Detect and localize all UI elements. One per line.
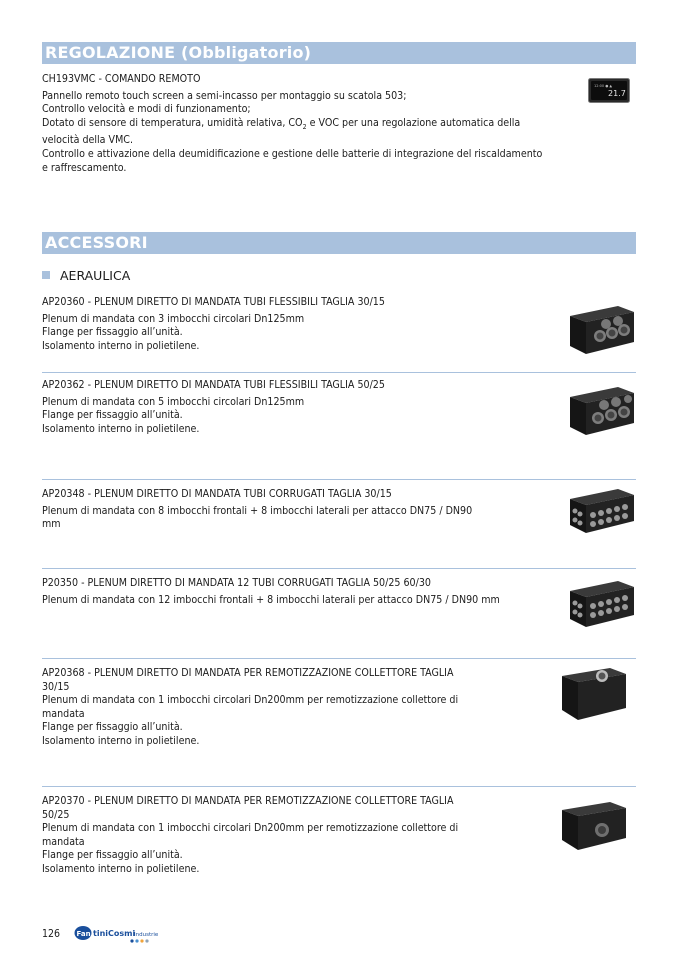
product-ap20360: AP20360 - PLENUM DIRETTO DI MANDATA TUBI FLESSIBILI TAGLIA 30/15 Plenum di mandata con 3 imbocchi circolari Dn125mm Flange per fissaggio all’unità. Isolamento interno in polietilene.	[42, 296, 562, 353]
separator	[42, 786, 636, 787]
plenum-p20350-image	[566, 577, 638, 631]
aeraulica-subsection	[42, 268, 130, 284]
page-number: 126	[42, 928, 61, 940]
separator	[42, 658, 636, 659]
accessori-header	[42, 232, 636, 254]
product-ap20348: AP20348 - PLENUM DIRETTO DI MANDATA TUBI CORRUGATI TAGLIA 30/15 Plenum di mandata con 8 imbocchi frontali + 8 imbocchi laterali per attacco DN75 / DN90 mm	[42, 488, 562, 532]
regolazione-title: REGOLAZIONE (Obbligatorio)	[45, 43, 312, 62]
product-p20350: P20350 - PLENUM DIRETTO DI MANDATA 12 TUBI CORRUGATI TAGLIA 50/25 60/30 Plenum di mandata con 12 imbocchi frontali + 8 imbocchi laterali per attacco DN75 / DN90 mm	[42, 577, 562, 607]
product-code: AP20348 - PLENUM DIRETTO DI MANDATA TUBI CORRUGATI TAGLIA 30/15	[42, 488, 392, 500]
product-code: AP20362 - PLENUM DIRETTO DI MANDATA TUBI FLESSIBILI TAGLIA 50/25	[42, 379, 385, 391]
separator	[42, 372, 636, 373]
product-ap20362: AP20362 - PLENUM DIRETTO DI MANDATA TUBI FLESSIBILI TAGLIA 50/25 Plenum di mandata con 5 imbocchi circolari Dn125mm Flange per fissaggio all’unità. Isolamento interno in polietilene.	[42, 379, 562, 436]
product-code: AP20370 - PLENUM DIRETTO DI MANDATA PER REMOTIZZAZIONE COLLETTORE TAGLIA	[42, 795, 454, 807]
product-code: P20350 - PLENUM DIRETTO DI MANDATA 12 TUBI CORRUGATI TAGLIA 50/25 60/30	[42, 577, 431, 589]
regolazione-header	[42, 42, 636, 64]
remote-control-image	[588, 78, 630, 103]
plenum-ap20360-image	[566, 302, 638, 356]
product-code: AP20360 - PLENUM DIRETTO DI MANDATA TUBI FLESSIBILI TAGLIA 30/15	[42, 296, 385, 308]
plenum-ap20362-image	[566, 383, 638, 437]
plenum-ap20368-image	[558, 664, 630, 722]
svg-text:21.7: 21.7	[608, 89, 626, 98]
square-bullet-icon	[42, 271, 50, 279]
plenum-ap20348-image	[566, 485, 638, 537]
svg-text:Industrie: Industrie	[134, 932, 158, 938]
product-code: AP20368 - PLENUM DIRETTO DI MANDATA PER REMOTIZZAZIONE COLLETTORE TAGLIA	[42, 667, 454, 679]
regolazione-description: Pannello remoto touch screen a semi-incasso per montaggio su scatola 503; Controllo velocità e modi di funzionamento; Dotato di sensore di temperatura, umidità relativa, $CO_2$ e VOC per una regolazione automatica della velocità della VMC. Controllo e attivazione della deumidificazione e gestione delle batterie di integrazione del riscaldamento e raffrescamento.	[42, 89, 543, 174]
plenum-ap20370-image	[558, 798, 630, 852]
product-code-ch193vmc: CH193VMC - COMANDO REMOTO	[42, 73, 201, 85]
aeraulica-title: AERAULICA	[60, 268, 131, 283]
svg-text:Fan: Fan	[76, 930, 91, 938]
separator	[42, 479, 636, 480]
svg-text:tiniCosmi: tiniCosmi	[93, 929, 136, 938]
regolazione-block	[42, 73, 562, 175]
accessori-title: ACCESSORI	[45, 233, 148, 252]
fantinicosmi-logo	[74, 925, 158, 945]
product-ap20368: AP20368 - PLENUM DIRETTO DI MANDATA PER REMOTIZZAZIONE COLLETTORE TAGLIA 30/15 Plenum di mandata con 1 imbocchi circolari Dn200mm per remotizzazione collettore di mandata Flange per fissaggio all’unità. Isolamento interno in polietilene.	[42, 667, 562, 749]
separator	[42, 568, 636, 569]
product-ap20370: AP20370 - PLENUM DIRETTO DI MANDATA PER REMOTIZZAZIONE COLLETTORE TAGLIA 50/25 Plenum di mandata con 1 imbocchi circolari Dn200mm per remotizzazione collettore di mandata Flange per fissaggio all’unità. Isolamento interno in polietilene.	[42, 795, 562, 877]
svg-text:12:00 ● ▲: 12:00 ● ▲	[594, 84, 613, 88]
